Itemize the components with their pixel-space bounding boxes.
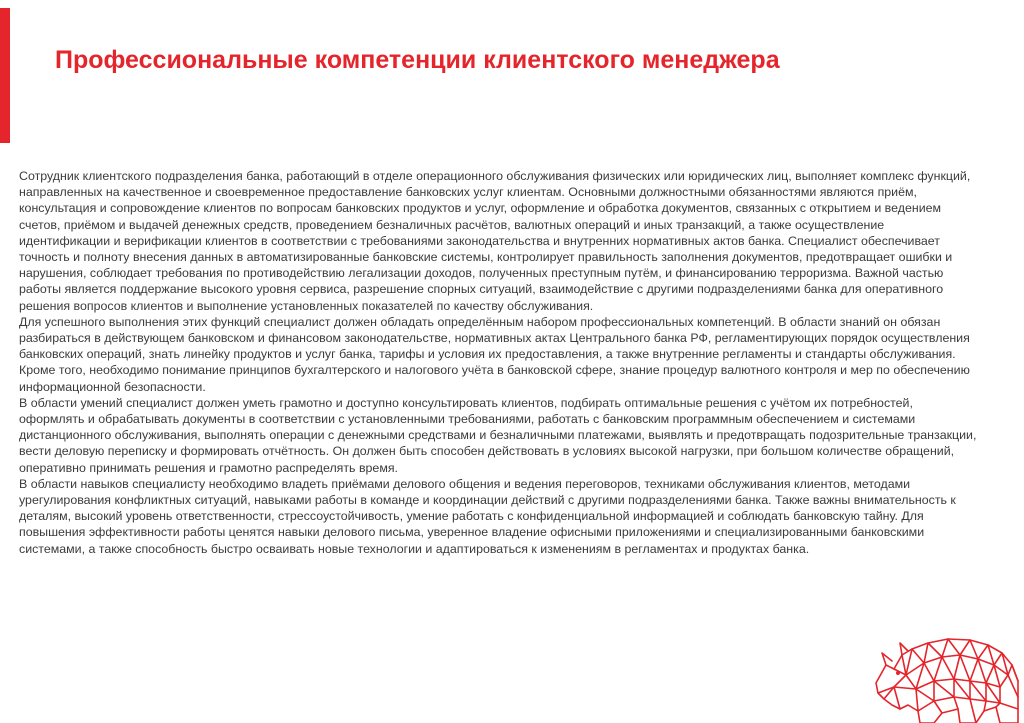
- body-paragraph-abilities: В области умений специалист должен уметь грамотно и доступно консультировать клиентов, подбирать оптимальные решения с учётом их потребностей, оформлять и обрабатывать документы в соответствии с установленными требованиями, работать с банковским программным обеспечением и системами дистанционного обслуживания, выполнять операции с денежными средствами и безналичными платежами, выявлять и предотвращать подозрительные транзакции, вести деловую переписку и формировать отчётность. Он должен быть способен действовать в условиях высокой нагрузки, при большом количестве обращений, оперативно принимать решения и грамотно распределять время.: [19, 395, 977, 475]
- body-paragraph-duties: Сотрудник клиентского подразделения банка, работающий в отделе операционного обслуживания физических или юридических лиц, выполняет комплекс функций, направленных на качественное и своевременное предоставление банковских услуг клиентам. Основными должностными обязанностями являются приём, консультация и сопровождение клиентов по вопросам банковских продуктов и услуг, оформление и обработка документов, связанных с открытием и ведением счетов, приёмом и выдачей денежных средств, проведением безналичных расчётов, валютных операций и иных транзакций, а также осуществление идентификации и верификации клиентов в соответствии с требованиями законодательства и внутренних нормативных актов банка. Специалист обеспечивает точность и полноту внесения данных в автоматизированные банковские системы, контролирует правильность заполнения документов, предотвращает ошибки и нарушения, соблюдает требования по противодействию легализации доходов, полученных преступным путём, и финансированию терроризма. Важной частью работы является поддержание высокого уровня сервиса, разрешение спорных ситуаций, взаимодействие с другими подразделениями банка для оперативного решения вопросов клиентов и выполнение установленных показателей по качеству обслуживания.: [19, 169, 971, 313]
- slide-body: [19, 168, 977, 557]
- body-paragraph-knowledge: Для успешного выполнения этих функций специалист должен обладать определённым набором профессиональных компетенций. В области знаний он обязан разбираться в действующем банковском и финансовом законодательстве, нормативных актах Центрального банка РФ, регламентирующих порядок осуществления банковских операций, знать линейку продуктов и услуг банка, тарифы и условия их предоставления, а также внутренние регламенты и стандарты обслуживания. Кроме того, необходимо понимание принципов бухгалтерского и налогового учёта в банковской сфере, знание процедур валютного контроля и мер по обеспечению информационной безопасности.: [19, 314, 970, 394]
- slide-title: Профессиональные компетенции клиентского менеджера: [55, 46, 780, 74]
- rhino-eye-icon: [896, 671, 900, 675]
- body-paragraph-skills: В области навыков специалисту необходимо владеть приёмами делового общения и ведения переговоров, техниками обслуживания клиентов, методами урегулирования конфликтных ситуаций, навыками работы в команде и координации действий с другими подразделениями банка. Также важны внимательность к деталям, высокий уровень ответственности, стрессоустойчивость, умение работать с конфиденциальной информацией и соблюдать банковскую тайну. Для повышения эффективности работы ценятся навыки делового письма, уверенное владение офисными приложениями и специализированными банковскими системами, а также способность быстро осваивать новые технологии и адаптироваться к изменениям в регламентах и продуктах банка.: [19, 476, 956, 556]
- rhino-logo-icon: [872, 625, 1022, 723]
- accent-bar: [0, 8, 10, 143]
